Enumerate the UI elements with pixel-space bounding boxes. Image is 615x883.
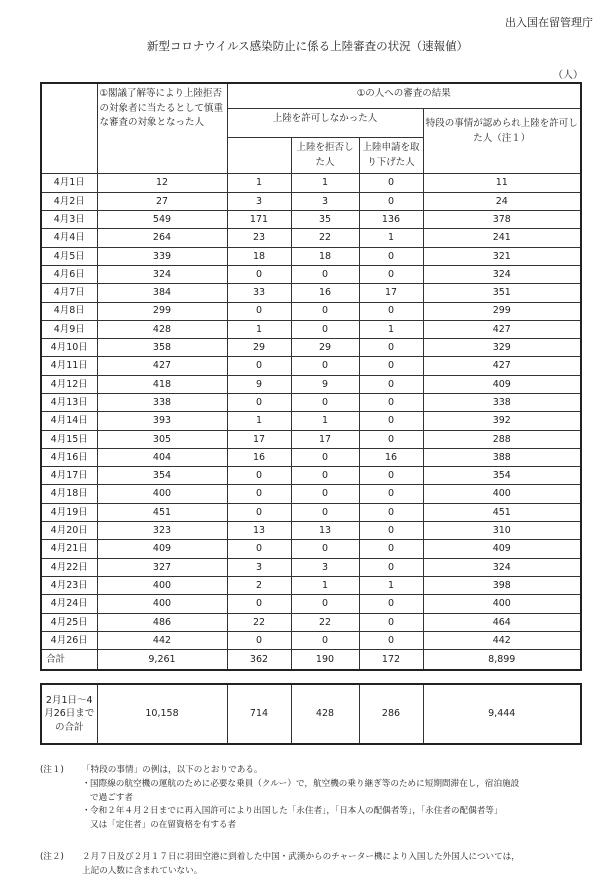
row-withdrawn: 16 (359, 448, 423, 466)
row-refused: 1 (291, 576, 359, 594)
table-row (41, 375, 581, 393)
row-subject: 442 (97, 631, 227, 649)
total-refused: 190 (291, 650, 359, 671)
row-withdrawn: 0 (359, 302, 423, 320)
total-subject: 9,261 (97, 650, 227, 671)
row-date: 4月13日 (41, 394, 97, 412)
row-refused: 35 (291, 211, 359, 229)
row-not-permitted: 0 (227, 631, 291, 649)
row-refused: 0 (291, 302, 359, 320)
row-subject: 354 (97, 467, 227, 485)
row-refused: 0 (291, 320, 359, 338)
row-special: 351 (423, 284, 581, 302)
row-not-permitted: 17 (227, 430, 291, 448)
row-withdrawn: 0 (359, 503, 423, 521)
table-row (41, 302, 581, 320)
row-special: 409 (423, 375, 581, 393)
row-date: 4月16日 (41, 448, 97, 466)
total-not-permitted: 362 (227, 650, 291, 671)
row-withdrawn: 0 (359, 595, 423, 613)
table-row (41, 485, 581, 503)
row-withdrawn: 0 (359, 430, 423, 448)
table-row (41, 412, 581, 430)
row-date: 4月4日 (41, 229, 97, 247)
row-special: 442 (423, 631, 581, 649)
row-date: 4月2日 (41, 192, 97, 210)
row-subject: 305 (97, 430, 227, 448)
row-withdrawn: 0 (359, 192, 423, 210)
header-refused: 上陸を拒否した人 (291, 138, 359, 174)
row-special: 310 (423, 522, 581, 540)
row-subject: 400 (97, 576, 227, 594)
row-special: 11 (423, 174, 581, 192)
summary-not-permitted: 714 (227, 684, 291, 744)
row-subject: 428 (97, 320, 227, 338)
row-refused: 9 (291, 375, 359, 393)
row-refused: 13 (291, 522, 359, 540)
row-not-permitted: 0 (227, 503, 291, 521)
row-subject: 400 (97, 595, 227, 613)
row-not-permitted: 13 (227, 522, 291, 540)
row-special: 388 (423, 448, 581, 466)
row-special: 427 (423, 320, 581, 338)
row-subject: 400 (97, 485, 227, 503)
row-subject: 327 (97, 558, 227, 576)
summary-subject: 10,158 (97, 684, 227, 744)
row-date: 4月26日 (41, 631, 97, 649)
row-date: 4月9日 (41, 320, 97, 338)
row-special: 400 (423, 595, 581, 613)
row-refused: 0 (291, 448, 359, 466)
table-row (41, 522, 581, 540)
summary-refused: 428 (291, 684, 359, 744)
unit-label: （人） (553, 70, 583, 81)
row-subject: 338 (97, 394, 227, 412)
row-special: 299 (423, 302, 581, 320)
table-body (41, 174, 581, 650)
row-not-permitted: 9 (227, 375, 291, 393)
summary-label: 2月1日～4月26日までの合計 (41, 684, 97, 744)
row-special: 324 (423, 558, 581, 576)
row-not-permitted: 0 (227, 595, 291, 613)
row-refused: 0 (291, 394, 359, 412)
row-special: 451 (423, 503, 581, 521)
row-special: 338 (423, 394, 581, 412)
note-2-line-1: ２月７日及び２月１７日に羽田空港に到着した中国・武漢からのチャーター機により入国した外国人については， (82, 852, 520, 862)
row-date: 4月7日 (41, 284, 97, 302)
row-withdrawn: 0 (359, 485, 423, 503)
row-date: 4月6日 (41, 265, 97, 283)
row-date: 4月18日 (41, 485, 97, 503)
bullet-mark: ・ (82, 806, 91, 817)
row-special: 288 (423, 430, 581, 448)
table-row (41, 467, 581, 485)
row-date: 4月21日 (41, 540, 97, 558)
row-not-permitted: 1 (227, 174, 291, 192)
row-not-permitted: 23 (227, 229, 291, 247)
row-special: 409 (423, 540, 581, 558)
row-refused: 0 (291, 467, 359, 485)
table-row (41, 192, 581, 210)
row-not-permitted: 22 (227, 613, 291, 631)
row-date: 4月12日 (41, 375, 97, 393)
agency-name: 出入国在留管理庁 (505, 16, 593, 29)
row-withdrawn: 136 (359, 211, 423, 229)
row-date: 4月3日 (41, 211, 97, 229)
table-row (41, 613, 581, 631)
row-not-permitted: 0 (227, 467, 291, 485)
row-subject: 451 (97, 503, 227, 521)
note-2-label: (注２) (40, 852, 64, 862)
table-row (41, 631, 581, 649)
row-special: 324 (423, 265, 581, 283)
row-withdrawn: 0 (359, 613, 423, 631)
table-row (41, 247, 581, 265)
row-special: 321 (423, 247, 581, 265)
header-not-permitted: 上陸を許可しなかった人 (227, 109, 423, 138)
row-not-permitted: 33 (227, 284, 291, 302)
row-special: 378 (423, 211, 581, 229)
table-row (41, 284, 581, 302)
row-special: 400 (423, 485, 581, 503)
row-subject: 323 (97, 522, 227, 540)
row-special: 464 (423, 613, 581, 631)
row-withdrawn: 0 (359, 522, 423, 540)
row-special: 398 (423, 576, 581, 594)
row-withdrawn: 0 (359, 558, 423, 576)
row-withdrawn: 0 (359, 375, 423, 393)
row-date: 4月5日 (41, 247, 97, 265)
row-not-permitted: 0 (227, 394, 291, 412)
row-not-permitted: 1 (227, 412, 291, 430)
table-row (41, 503, 581, 521)
note-1-label: (注１) (40, 765, 64, 775)
note-1-bullet-2-line-2: 又は「定住者」の在留資格を有する者 (90, 820, 237, 830)
row-not-permitted: 3 (227, 558, 291, 576)
row-date: 4月15日 (41, 430, 97, 448)
row-date: 4月23日 (41, 576, 97, 594)
row-subject: 299 (97, 302, 227, 320)
row-not-permitted: 3 (227, 192, 291, 210)
row-subject: 358 (97, 339, 227, 357)
bullet-mark: ・ (82, 778, 91, 789)
row-refused: 3 (291, 558, 359, 576)
row-subject: 264 (97, 229, 227, 247)
table-row (41, 174, 581, 192)
row-withdrawn: 0 (359, 394, 423, 412)
row-subject: 324 (97, 265, 227, 283)
row-refused: 0 (291, 357, 359, 375)
row-subject: 404 (97, 448, 227, 466)
row-subject: 418 (97, 375, 227, 393)
row-special: 329 (423, 339, 581, 357)
table-row (41, 576, 581, 594)
row-not-permitted: 16 (227, 448, 291, 466)
row-date: 4月14日 (41, 412, 97, 430)
header-special-permitted: 特段の事情が認められ上陸を許可した人（注１） (423, 109, 581, 174)
table-row (41, 595, 581, 613)
row-subject: 427 (97, 357, 227, 375)
row-refused: 16 (291, 284, 359, 302)
row-withdrawn: 0 (359, 247, 423, 265)
row-refused: 0 (291, 265, 359, 283)
row-withdrawn: 0 (359, 339, 423, 357)
row-refused: 22 (291, 613, 359, 631)
table-row (41, 430, 581, 448)
total-row (41, 650, 581, 671)
row-not-permitted: 29 (227, 339, 291, 357)
summary-row (41, 684, 581, 744)
page-title: 新型コロナウイルス感染防止に係る上陸審査の状況（速報値） (146, 39, 469, 53)
header-withdrawn: 上陸申請を取り下げた人 (359, 138, 423, 174)
row-refused: 0 (291, 540, 359, 558)
row-not-permitted: 18 (227, 247, 291, 265)
table-row (41, 448, 581, 466)
row-date: 4月10日 (41, 339, 97, 357)
row-not-permitted: 0 (227, 485, 291, 503)
note-2-line-2: 上記の人数に含まれていない。 (82, 865, 203, 876)
row-withdrawn: 0 (359, 265, 423, 283)
summary-table (40, 683, 582, 745)
table-row (41, 540, 581, 558)
row-withdrawn: 17 (359, 284, 423, 302)
row-date: 4月11日 (41, 357, 97, 375)
row-special: 392 (423, 412, 581, 430)
note-1 (40, 764, 580, 833)
summary-special: 9,444 (423, 684, 581, 744)
row-not-permitted: 0 (227, 357, 291, 375)
note-2 (40, 851, 580, 879)
summary-withdrawn: 286 (359, 684, 423, 744)
row-refused: 1 (291, 174, 359, 192)
row-refused: 0 (291, 485, 359, 503)
row-subject: 12 (97, 174, 227, 192)
row-refused: 1 (291, 412, 359, 430)
note-1-bullet-1-line-1: 国際線の航空機の運航のために必要な乗員（クルー）で，航空機の乗り継ぎ等のために短期間滞在し，宿泊施設 (90, 778, 520, 789)
note-1-text: 「特段の事情」の例は，以下のとおりである。 (82, 765, 263, 775)
row-withdrawn: 0 (359, 412, 423, 430)
row-not-permitted: 171 (227, 211, 291, 229)
row-withdrawn: 0 (359, 174, 423, 192)
table-row (41, 320, 581, 338)
row-date: 4月1日 (41, 174, 97, 192)
row-refused: 3 (291, 192, 359, 210)
row-special: 427 (423, 357, 581, 375)
row-subject: 393 (97, 412, 227, 430)
row-not-permitted: 1 (227, 320, 291, 338)
row-refused: 0 (291, 595, 359, 613)
header-subject-count: ①閣議了解等により上陸拒否の対象者に当たるとして慎重な審査の対象となった人 (97, 83, 227, 174)
row-withdrawn: 1 (359, 229, 423, 247)
row-not-permitted: 0 (227, 302, 291, 320)
row-date: 4月19日 (41, 503, 97, 521)
row-date: 4月20日 (41, 522, 97, 540)
header-result-group: ①の人への審査の結果 (227, 83, 581, 109)
row-refused: 0 (291, 631, 359, 649)
inspection-table (40, 82, 582, 671)
row-withdrawn: 0 (359, 467, 423, 485)
row-refused: 29 (291, 339, 359, 357)
row-not-permitted: 0 (227, 540, 291, 558)
total-label: 合計 (41, 650, 97, 671)
row-date: 4月22日 (41, 558, 97, 576)
total-withdrawn: 172 (359, 650, 423, 671)
row-refused: 22 (291, 229, 359, 247)
row-refused: 18 (291, 247, 359, 265)
table-row (41, 394, 581, 412)
row-subject: 549 (97, 211, 227, 229)
row-subject: 409 (97, 540, 227, 558)
row-withdrawn: 0 (359, 631, 423, 649)
row-not-permitted: 2 (227, 576, 291, 594)
row-date: 4月24日 (41, 595, 97, 613)
row-withdrawn: 0 (359, 357, 423, 375)
row-subject: 384 (97, 284, 227, 302)
table-row (41, 357, 581, 375)
row-not-permitted: 0 (227, 265, 291, 283)
row-special: 241 (423, 229, 581, 247)
note-1-bullet-2-line-1: 令和２年４月２日までに再入国許可により出国した「永住者」，「日本人の配偶者等」，「永住者の配偶者等」 (90, 806, 503, 817)
table-row (41, 229, 581, 247)
row-withdrawn: 1 (359, 320, 423, 338)
row-subject: 27 (97, 192, 227, 210)
header-blank-sub (227, 138, 291, 174)
table-row (41, 265, 581, 283)
total-special: 8,899 (423, 650, 581, 671)
row-special: 354 (423, 467, 581, 485)
row-refused: 0 (291, 503, 359, 521)
table-row (41, 558, 581, 576)
row-subject: 486 (97, 613, 227, 631)
row-date: 4月17日 (41, 467, 97, 485)
row-withdrawn: 1 (359, 576, 423, 594)
row-subject: 339 (97, 247, 227, 265)
header-blank (41, 83, 97, 174)
row-withdrawn: 0 (359, 540, 423, 558)
row-special: 24 (423, 192, 581, 210)
row-refused: 17 (291, 430, 359, 448)
table-row (41, 339, 581, 357)
note-1-bullet-1-line-2: で過ごす者 (90, 792, 133, 803)
row-date: 4月8日 (41, 302, 97, 320)
table-row (41, 211, 581, 229)
row-date: 4月25日 (41, 613, 97, 631)
